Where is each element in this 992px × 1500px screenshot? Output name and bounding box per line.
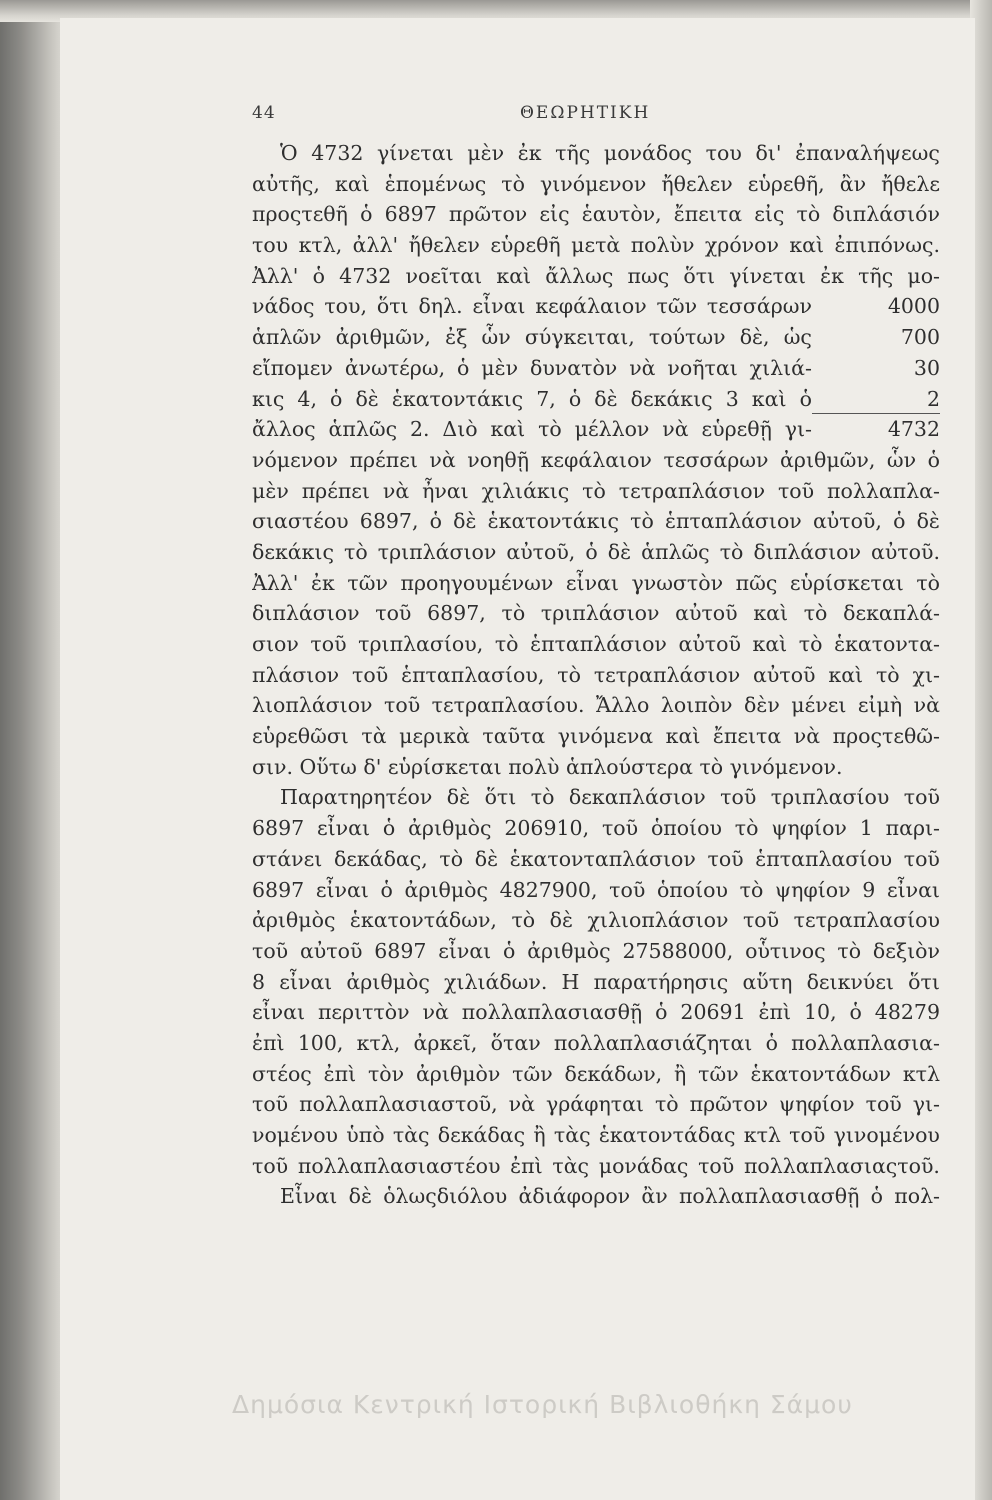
text-line: νόμενον πρέπει νὰ νοηθῇ κεφάλαιον τεσσάρων ἀριθμῶν, ὧν ὁ xyxy=(252,447,940,472)
library-watermark: Δημόσια Κεντρική Ιστορική Βιβλιοθήκη Σάμου xyxy=(232,1390,853,1419)
text-line: τοῦ αὐτοῦ 6897 εἶναι ὁ ἀριθμὸς 27588000, οὗτινος τὸ δεξιὸν xyxy=(252,938,940,963)
text-line: Παρατηρητέον δὲ ὅτι τὸ δεκαπλάσιον τοῦ τριπλασίου τοῦ xyxy=(280,785,940,810)
running-title: ΘΕΩΡΗΤΙΚΗ xyxy=(520,103,651,123)
addend-value: 4000 xyxy=(887,294,940,319)
text-line: Ὁ 4732 γίνεται μὲν ἐκ τῆς μονάδος του δι' ἐπαναλήψεως xyxy=(280,141,940,165)
text-line: σιον τοῦ τριπλασίου, τὸ ἑπταπλάσιον αὐτοῦ καὶ τὸ ἑκατοντα- xyxy=(252,632,940,656)
text-line: νομένου ὑπὸ τὰς δεκάδας ἢ τὰς ἑκατοντάδας κτλ τοῦ γινομένου xyxy=(252,1123,940,1147)
text-line: πλάσιον τοῦ ἑπταπλασίου, τὸ τετραπλάσιον αὐτοῦ καὶ τὸ χι- xyxy=(252,662,940,687)
table-line: ἁπλῶν ἀριθμῶν, ἐξ ὧν σύγκειται, τούτων δὲ, ὡς 700 xyxy=(252,322,940,353)
table-line: κις 4, ὁ δὲ ἑκατοντάκις 7, ὁ δὲ δεκάκις 3 καὶ ὁ 2 xyxy=(252,384,940,415)
text-line: σιαστέου 6897, ὁ δὲ ἑκατοντάκις τὸ ἑπταπλάσιον αὐτοῦ, ὁ δὲ xyxy=(252,509,940,534)
text-line: εὑρεθῶσι τὰ μερικὰ ταῦτα γινόμενα καὶ ἔπειτα νὰ προςτεθῶ- xyxy=(252,724,940,749)
text-line: μὲν πρέπει νὰ ἦναι χιλιάκις τὸ τετραπλάσιον τοῦ πολλαπλα- xyxy=(252,478,940,503)
page-header xyxy=(252,103,942,127)
text-line: σιν. Οὕτω δ' εὑρίσκεται πολὺ ἁπλούστερα τὸ γινόμενον. xyxy=(252,754,843,779)
addend-value: 700 xyxy=(900,325,940,350)
addend-value: 4732 xyxy=(887,417,940,442)
table-line: νάδος του, ὅτι δηλ. εἶναι κεφάλαιον τῶν τεσσάρων 4000 xyxy=(252,291,940,322)
text-line: 8 εἶναι ἀριθμὸς χιλιάδων. Η παρατήρησις αὕτη δεικνύει ὅτι xyxy=(252,969,940,994)
text-line: στέος ἐπὶ τὸν ἀριθμὸν τῶν δεκάδων, ἢ τῶν ἑκατοντάδων κτλ xyxy=(252,1061,940,1086)
page-number: 44 xyxy=(252,103,276,123)
addend-value: 2 xyxy=(812,384,940,415)
text-line: διπλάσιον τοῦ 6897, τὸ τριπλάσιον αὐτοῦ καὶ τὸ δεκαπλά- xyxy=(252,601,940,626)
text-line: τοῦ πολλαπλασιαστοῦ, νὰ γράφηται τὸ πρῶτον ψηφίον τοῦ γι- xyxy=(252,1092,940,1117)
table-line: εἴπομεν ἀνωτέρω, ὁ μὲν δυνατὸν νὰ νοῆται χιλιά- 30 xyxy=(252,353,940,384)
text-line: Ἀλλ' ἐκ τῶν προηγουμένων εἶναι γνωστὸν πῶς εὑρίσκεται τὸ xyxy=(252,570,940,595)
table-line: ἄλλος ἁπλῶς 2. Διὸ καὶ τὸ μέλλον νὰ εὑρεθῇ γι- 4732 xyxy=(252,414,940,445)
text-line: αὐτῆς, καὶ ἑπομένως τὸ γινόμενον ἤθελεν εὑρεθῆ, ἂν ἤθελε xyxy=(252,171,940,196)
text-line: 6897 εἶναι ὁ ἀριθμὸς 4827900, τοῦ ὁποίου τὸ ψηφίον 9 εἶναι xyxy=(252,877,940,902)
text-line: Εἶναι δὲ ὁλωςδιόλου ἀδιάφορον ἂν πολλαπλασιασθῇ ὁ πολ- xyxy=(280,1184,940,1209)
text-line: εἶναι περιττὸν νὰ πολλαπλασιασθῇ ὁ 20691 ἐπὶ 10, ὁ 48279 xyxy=(252,1000,940,1025)
addend-value: 30 xyxy=(913,355,940,380)
text-line: ἀριθμὸς ἑκατοντάδων, τὸ δὲ χιλιοπλάσιον τοῦ τετραπλασίου xyxy=(252,908,940,933)
text-line: λιοπλάσιον τοῦ τετραπλασίου. Ἄλλο λοιπὸν δὲν μένει εἰμὴ νὰ xyxy=(252,693,940,718)
text-line: στάνει δεκάδας, τὸ δὲ ἑκατονταπλάσιον τοῦ ἑπταπλασίου τοῦ xyxy=(252,846,940,871)
text-line: ἐπὶ 100, κτλ, ἀρκεῖ, ὅταν πολλαπλασιάζηται ὁ πολλαπλασια- xyxy=(252,1030,940,1055)
text-line: του κτλ, ἀλλ' ἤθελεν εὑρεθῆ μετὰ πολὺν χρόνον καὶ ἐπιπόνως. xyxy=(252,233,940,258)
text-line: Ἀλλ' ὁ 4732 νοεῖται καὶ ἄλλως πως ὅτι γίνεται ἐκ τῆς μο- xyxy=(252,263,940,288)
text-line: δεκάκις τὸ τριπλάσιον αὐτοῦ, ὁ δὲ ἁπλῶς τὸ διπλάσιον αὐτοῦ. xyxy=(252,539,940,564)
text-line: 6897 εἶναι ὁ ἀριθμὸς 206910, τοῦ ὁποίου τὸ ψηφίον 1 παρι- xyxy=(252,816,940,841)
text-line: προςτεθῆ ὁ 6897 πρῶτον εἰς ἑαυτὸν, ἔπειτα εἰς τὸ διπλάσιόν xyxy=(252,202,940,227)
body-text xyxy=(252,138,940,1212)
text-line: τοῦ πολλαπλασιαστέου ἐπὶ τὰς μονάδας τοῦ πολλαπλασιαςτοῦ. xyxy=(252,1153,940,1178)
